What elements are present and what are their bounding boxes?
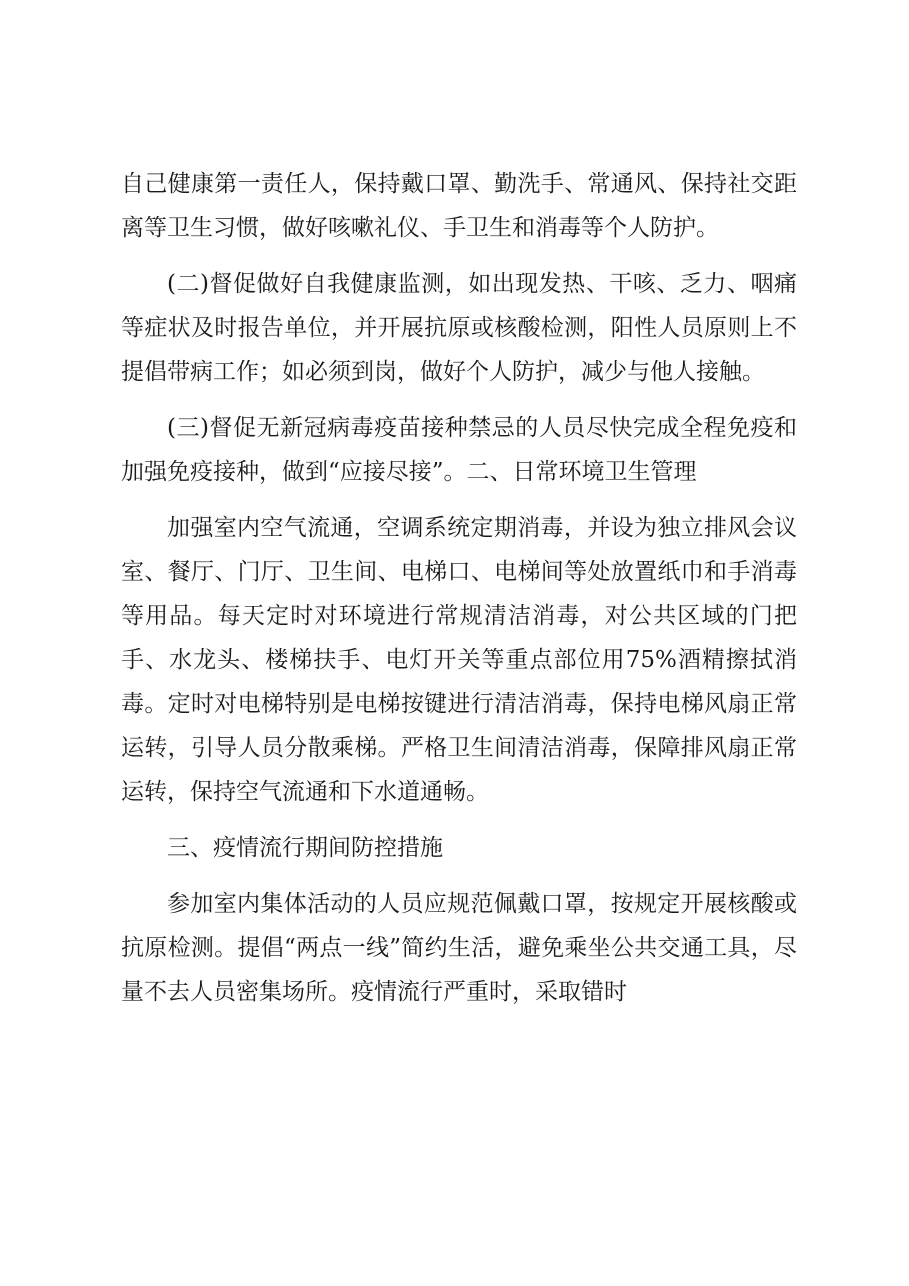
section-heading-epidemic-measures: 三、疫情流行期间防控措施 xyxy=(167,835,443,861)
document-body xyxy=(121,162,797,1026)
paragraph-health-monitoring: (二)督促做好自我健康监测，如出现发热、干咳、乏力、咽痛等症状及时报告单位，并开展抗原或核酸检测，阳性人员原则上不提倡带病工作；如必须到岗，做好个人防护，减少与他人接触。 xyxy=(121,271,797,385)
paragraph-vaccination: (三)督促无新冠病毒疫苗接种禁忌的人员尽快完成全程免疫和加强免疫接种，做到“应接尽接”。二、日常环境卫生管理 xyxy=(121,415,797,485)
paragraph-environment-hygiene: 加强室内空气流通，空调系统定期消毒，并设为独立排风会议室、餐厅、门厅、卫生间、电梯口、电梯间等处放置纸巾和手消毒等用品。每天定时对环境进行常规清洁消毒，对公共区域的门把手、水龙头、楼梯扶手、电灯开关等重点部位用75%酒精擦拭消毒。定时对电梯特别是电梯按键进行清洁消毒，保持电梯风扇正常运转，引导人员分散乘梯。严格卫生间清洁消毒，保障排风扇正常运转，保持空气流通和下水道通畅。 xyxy=(121,515,797,805)
paragraph-personal-protection: 自己健康第一责任人，保持戴口罩、勤洗手、常通风、保持社交距离等卫生习惯，做好咳嗽礼仪、手卫生和消毒等个人防护。 xyxy=(121,171,797,241)
paragraph-collective-activities: 参加室内集体活动的人员应规范佩戴口罩，按规定开展核酸或抗原检测。提倡“两点一线”简约生活，避免乘坐公共交通工具，尽量不去人员密集场所。疫情流行严重时，采取错时 xyxy=(121,891,797,1005)
